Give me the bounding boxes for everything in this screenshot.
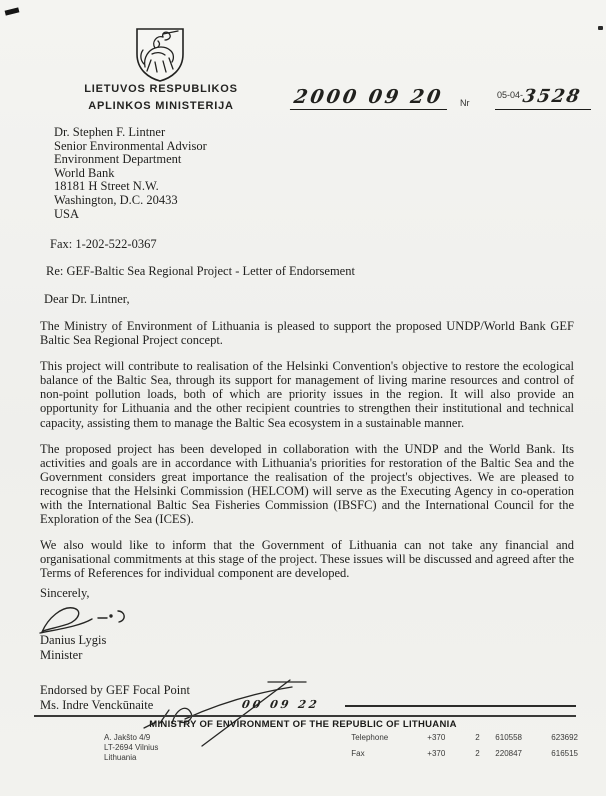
subject-line: Re: GEF-Baltic Sea Regional Project - Letter of Endorsement bbox=[46, 263, 355, 278]
scan-artifact-dot bbox=[598, 26, 603, 30]
date-reference-block bbox=[292, 86, 592, 110]
fax-area-code: 2 bbox=[475, 748, 480, 758]
letter-paragraph-3: The proposed project has been developed in collaboration with the UNDP and the World Bank. Its activities and goals are in accordance with Lithuania's priorities for restoration of the Baltic Sea and the Government considers great importance the realisation of the project's objectives. We are pleased to recognise that the Helsinki Commission (HELCOM) will serve as the Executing Agency in co-operation with the International Baltic Sea Fisheries Commission (IBSFC) and the International Council for the Exploration of the Sea (ICES). bbox=[40, 441, 574, 527]
scan-artifact-mark bbox=[5, 7, 20, 15]
telephone-number-1: 610558 bbox=[495, 733, 522, 742]
fax-line: Fax: 1-202-522-0367 bbox=[50, 237, 157, 252]
telephone-area-code: 2 bbox=[475, 733, 480, 742]
reference-number bbox=[495, 86, 591, 110]
org-line-2: APLINKOS MINISTERIJA bbox=[88, 100, 234, 112]
footer-address-city: LT-2694 Vilnius bbox=[104, 743, 159, 752]
recipient-street: 18181 H Street N.W. bbox=[54, 179, 159, 194]
letter-paragraph-4: We also would like to inform that the Government of Lithuania can not take any financial and organisational commitments at this stage of the project. These issues will be discussed and agreed after the Terms of References for individual component are developed. bbox=[40, 538, 574, 581]
footer-address bbox=[104, 733, 158, 763]
handwritten-endorsement-date: 00 09 22 bbox=[240, 698, 321, 711]
recipient-title: Senior Environmental Advisor bbox=[54, 138, 207, 153]
fax-label: Fax bbox=[351, 748, 365, 758]
telephone-number-2: 623692 bbox=[551, 733, 578, 742]
footer-address-street: A. Jakšto 4/9 bbox=[104, 733, 151, 742]
closing-salutation: Sincerely, bbox=[40, 586, 90, 601]
recipient-country: USA bbox=[54, 206, 80, 221]
ministry-letterhead-name bbox=[52, 81, 270, 115]
telephone-label: Telephone bbox=[351, 733, 389, 742]
recipient-department: Environment Department bbox=[54, 152, 182, 167]
endorsement-line: Endorsed by GEF Focal Point bbox=[40, 683, 190, 698]
signer-name: Danius Lygis bbox=[40, 633, 107, 648]
recipient-city: Washington, D.C. 20433 bbox=[54, 192, 178, 207]
recipient-address bbox=[54, 126, 574, 221]
recipient-organization: World Bank bbox=[54, 165, 115, 180]
letter-paragraph-1: The Ministry of Environment of Lithuania is pleased to support the proposed UNDP/World Bank GEF Baltic Sea Regional Project concept. bbox=[40, 318, 574, 348]
telephone-country-code: +370 bbox=[427, 733, 446, 742]
coat-of-arms-emblem bbox=[132, 27, 188, 88]
letter-body bbox=[40, 126, 574, 712]
fax-number-1: 220847 bbox=[495, 748, 522, 758]
footer-rule bbox=[34, 715, 576, 717]
handwritten-date: 2000 09 20 bbox=[290, 86, 451, 110]
nr-label: Nr bbox=[460, 98, 470, 108]
minister-signature bbox=[38, 602, 574, 636]
footer-ministry-name: MINISTRY OF ENVIRONMENT OF THE REPUBLIC OF LITHUANIA bbox=[149, 719, 457, 730]
footer-rule-upper bbox=[345, 705, 576, 707]
ref-prefix: 05-04- bbox=[497, 90, 524, 100]
recipient-name: Dr. Stephen F. Lintner bbox=[54, 125, 166, 139]
footer-phone-fax bbox=[351, 733, 578, 763]
org-line-1: LIETUVOS RESPUBLIKOS bbox=[84, 83, 238, 95]
handwritten-ref-number: 3528 bbox=[521, 86, 583, 107]
fax-number-2: 616515 bbox=[551, 748, 578, 758]
letter-paragraph-2: This project will contribute to realisation of the Helsinki Convention's objective to restore the ecological balance of the Baltic Sea, through its support for management of living marine resources and control of non-point pollution loads, both of which are priority issues in the region. It will also provide an opportunity for Lithuania and the other recipient countries to strengthen their institutional and technical capacity, assisting them to manage the Baltic Sea ecosystem in a sustainable manner. bbox=[40, 359, 574, 430]
signer-title: Minister bbox=[40, 647, 83, 662]
footer-contact-block bbox=[104, 733, 578, 763]
fax-country-code: +370 bbox=[427, 748, 446, 758]
salutation: Dear Dr. Lintner, bbox=[44, 292, 130, 307]
endorsement-name: Ms. Indre Venckūnaite bbox=[40, 697, 154, 712]
footer-address-country: Lithuania bbox=[104, 753, 137, 762]
